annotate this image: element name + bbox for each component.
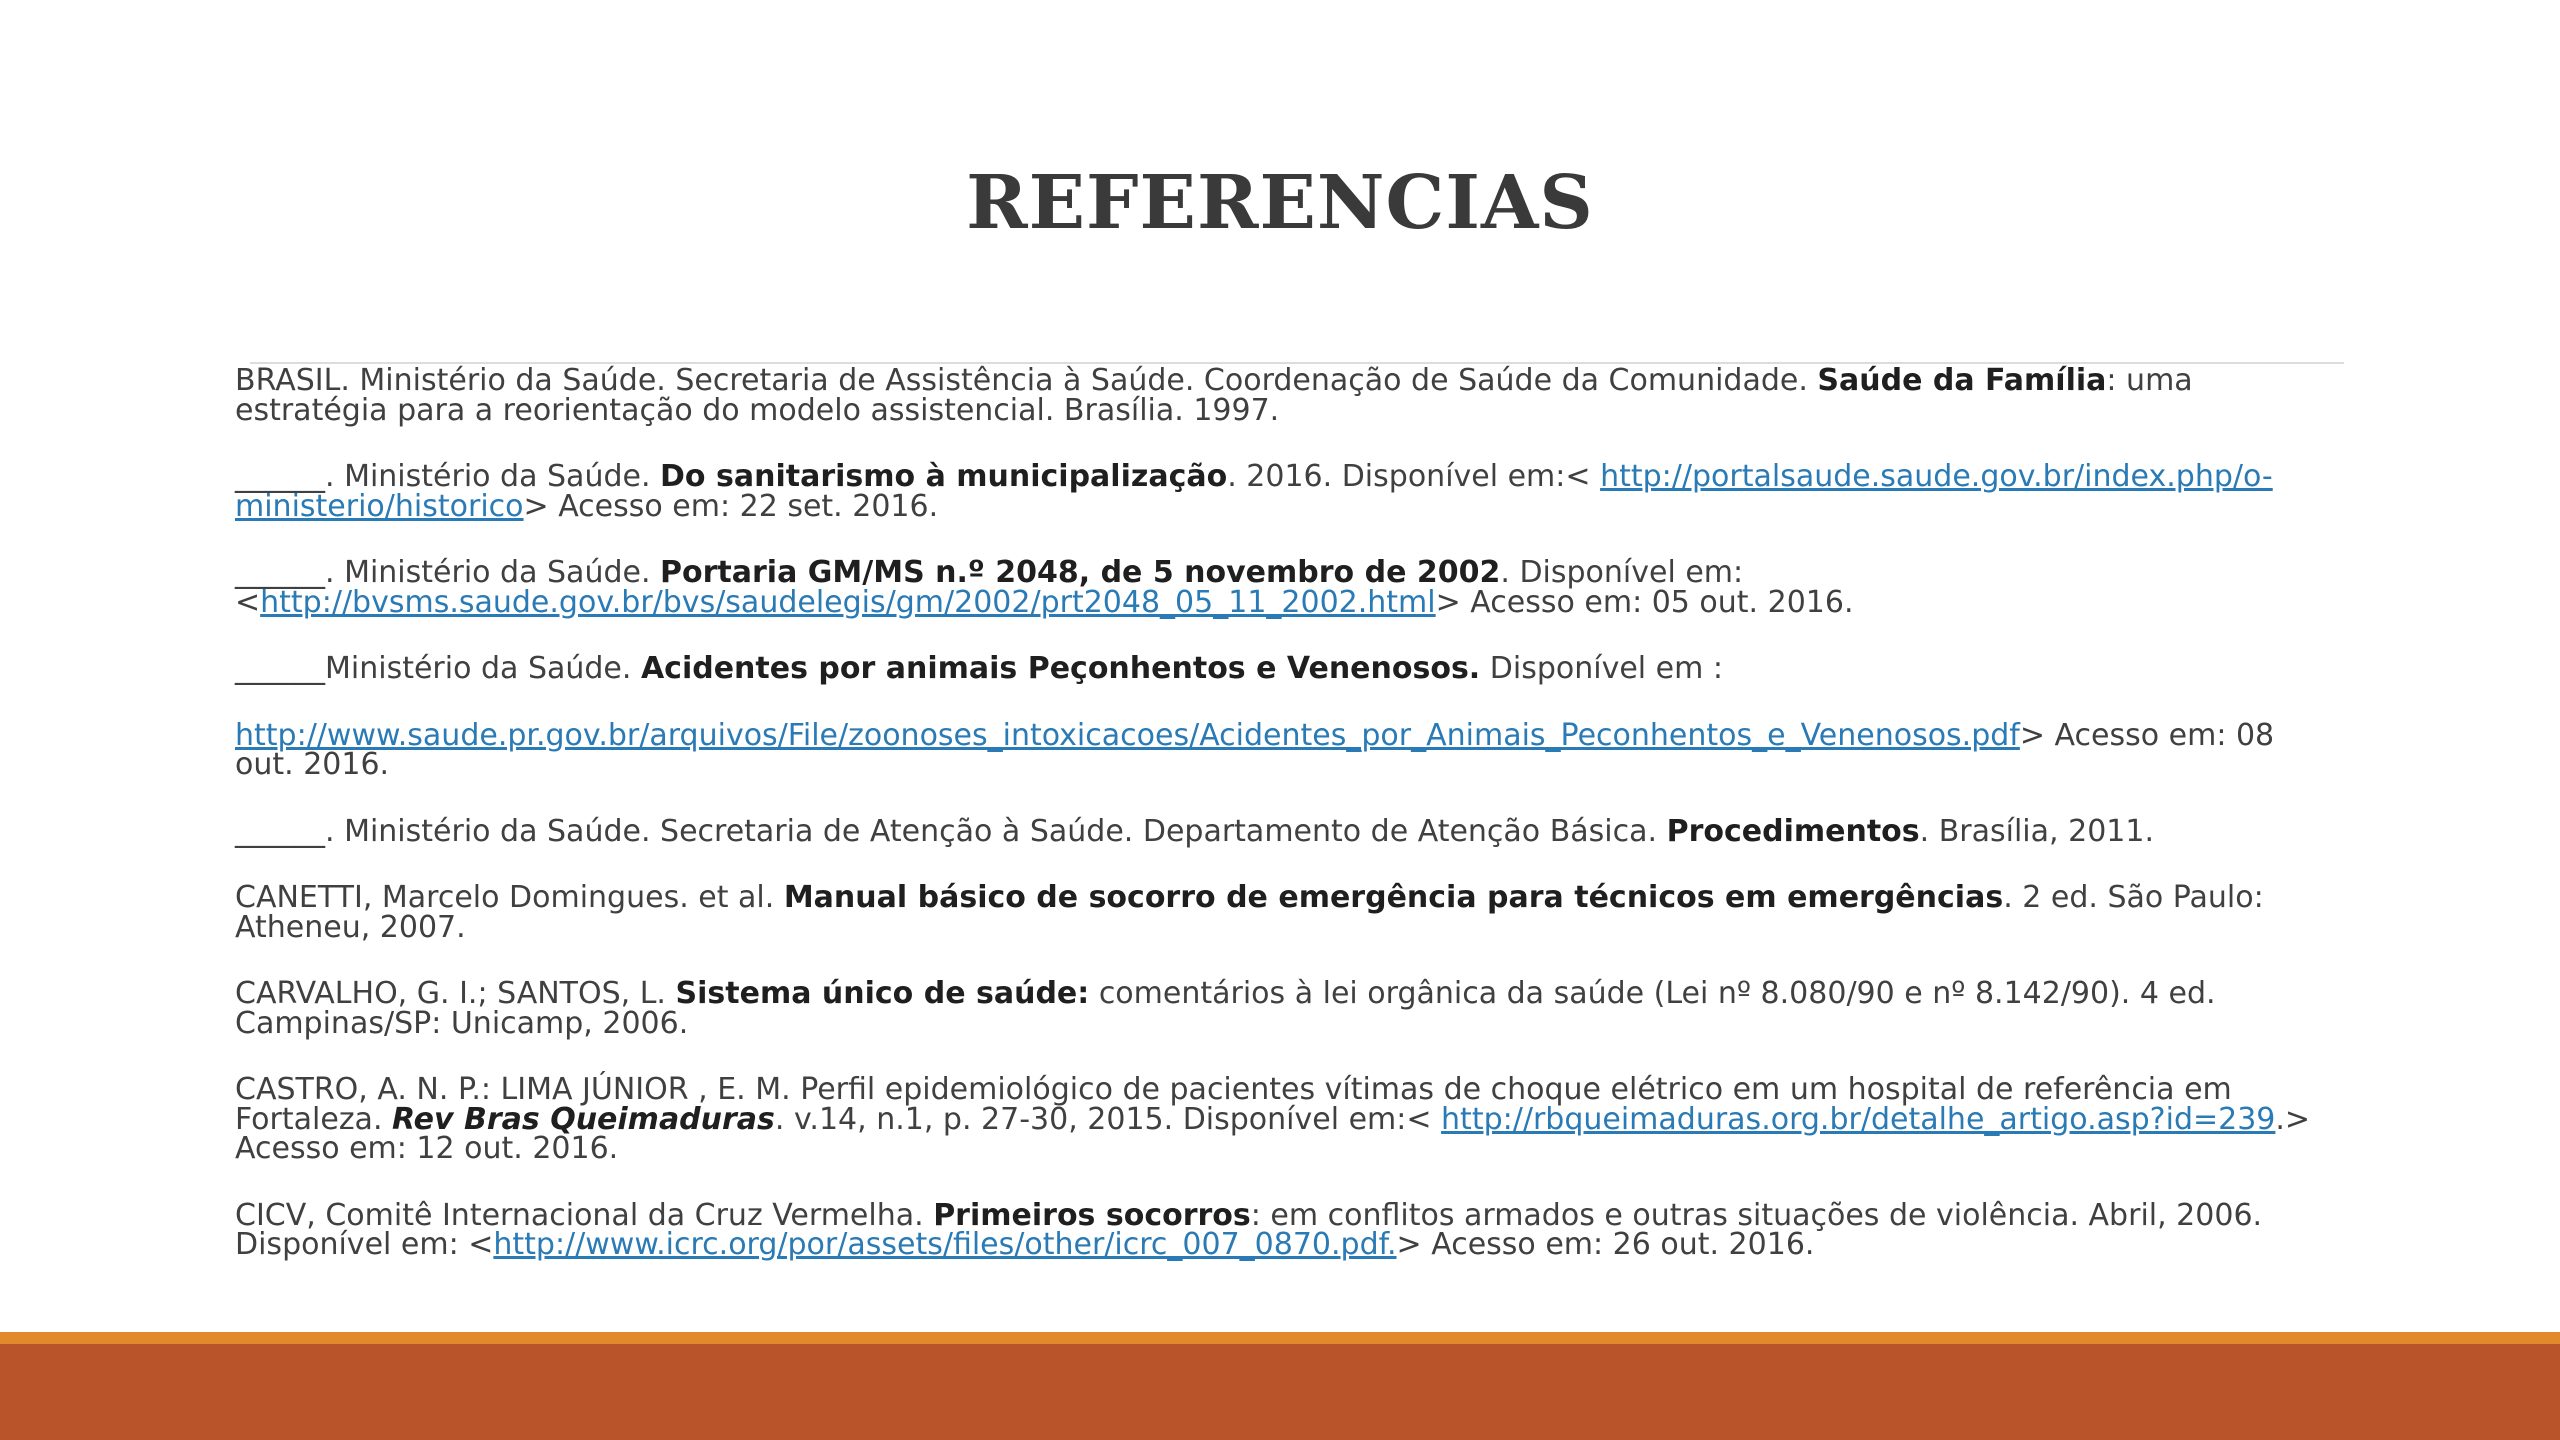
reference-title: Procedimentos [1666, 813, 1920, 849]
reference-text: > Acesso em: 22 set. 2016. [523, 488, 939, 524]
reference-text: > Acesso em: 08 out. 2016. [235, 717, 2275, 782]
reference-title: Acidentes por animais Peçonhentos e Venenosos. [640, 651, 1481, 686]
reference-item [235, 555, 2335, 620]
reference-link[interactable]: http://www.saude.pr.gov.br/arquivos/File/zoonoses_intoxicacoes/Acidentes_por_Animais_Peconhentos_e_Venenosos.pdf [235, 717, 2020, 753]
reference-text: CARVALHO, G. I.; SANTOS, L. [235, 976, 676, 1011]
reference-text: . Disponível em: < [235, 555, 1744, 620]
reference-title: Saúde da Família [1817, 363, 2107, 398]
reference-text: ______Ministério da Saúde. [235, 651, 641, 686]
reference-item [235, 813, 2335, 849]
reference-title: Do sanitarismo à municipalização [660, 459, 1228, 494]
footer-bar [0, 1344, 2560, 1440]
reference-text: ______. Ministério da Saúde. [235, 459, 661, 494]
reference-item [235, 717, 2335, 782]
reference-text: comentários à lei orgânica da saúde (Lei nº 8.080/90 e nº 8.142/90). 4 ed. Campinas/SP: Unicamp, 2006. [235, 976, 2216, 1041]
reference-text: ______. Ministério da Saúde. Secretaria de Atenção à Saúde. Departamento de Atenção Básica. [235, 813, 1667, 849]
reference-item [235, 363, 2335, 428]
reference-title: Portaria GM/MS n.º 2048, de 5 novembro de 2002 [660, 555, 1501, 590]
reference-item [235, 1197, 2335, 1262]
reference-item [235, 976, 2335, 1041]
reference-title: Sistema único de saúde: [675, 976, 1090, 1011]
reference-text: > Acesso em: 05 out. 2016. [1435, 584, 1854, 620]
reference-link[interactable]: http://rbqueimaduras.org.br/detalhe_artigo.asp?id=239 [1441, 1101, 2276, 1137]
reference-text: > Acesso em: 26 out. 2016. [1396, 1227, 1815, 1262]
reference-text: ______. Ministério da Saúde. [235, 555, 661, 590]
reference-item [235, 651, 2335, 686]
reference-item [235, 459, 2335, 524]
reference-item [235, 880, 2335, 945]
reference-text: . 2016. Disponível em:< [1227, 459, 1601, 494]
reference-text: CASTRO, A. N. P.: LIMA JÚNIOR , E. M. Perfil epidemiológico de pacientes vítimas de choque elétrico em um hospital de referência em Fortaleza. [235, 1072, 2232, 1137]
reference-title: Rev Bras Queimaduras [392, 1101, 775, 1137]
reference-text: : em conflitos armados e outras situações de violência. Abril, 2006. Disponível em: < [235, 1197, 2263, 1262]
reference-title: Primeiros socorros [933, 1197, 1251, 1233]
reference-list [235, 363, 2335, 1297]
reference-item [235, 1072, 2335, 1166]
reference-link[interactable]: http://bvsms.saude.gov.br/bvs/saudelegis/gm/2002/prt2048_05_11_2002.html [260, 584, 1436, 620]
reference-text: CANETTI, Marcelo Domingues. et al. [235, 880, 784, 915]
reference-text: . 2 ed. São Paulo: Atheneu, 2007. [235, 880, 2264, 945]
reference-text: .> Acesso em: 12 out. 2016. [235, 1101, 2311, 1166]
footer-accent-bar [0, 1332, 2560, 1344]
reference-text: CICV, Comitê Internacional da Cruz Vermelha. [235, 1197, 934, 1233]
reference-link[interactable]: http://www.icrc.org/por/assets/files/other/icrc_007_0870.pdf. [493, 1227, 1397, 1262]
reference-text: Disponível em : [1480, 651, 1723, 686]
reference-link[interactable]: http://portalsaude.saude.gov.br/index.php/o-ministerio/historico [235, 459, 2273, 524]
reference-title: Manual básico de socorro de emergência para técnicos em emergências [783, 880, 2004, 915]
reference-text: : uma estratégia para a reorientação do modelo assistencial. Brasília. 1997. [235, 363, 2193, 428]
reference-text: . Brasília, 2011. [1919, 813, 2154, 849]
slide-title: REFERENCIAS [966, 160, 1594, 246]
reference-text: BRASIL. Ministério da Saúde. Secretaria de Assistência à Saúde. Coordenação de Saúde da Comunidade. [235, 363, 1818, 398]
reference-text: . v.14, n.1, p. 27-30, 2015. Disponível em:< [774, 1101, 1442, 1137]
